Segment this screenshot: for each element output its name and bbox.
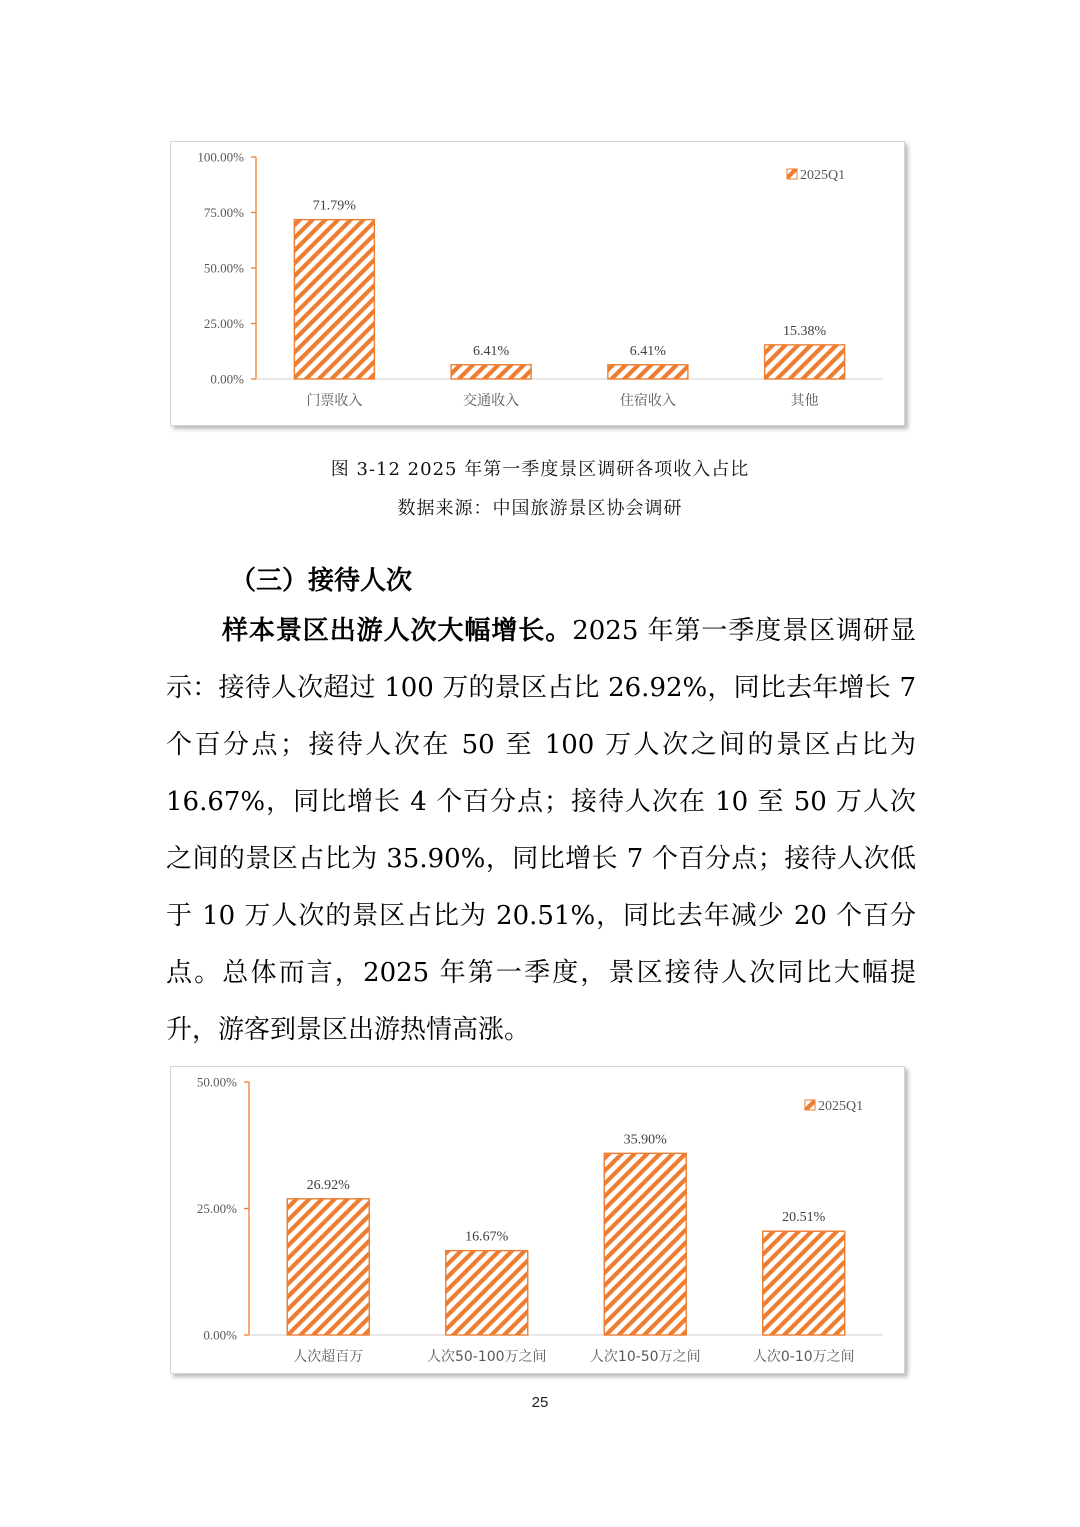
- data-label: 26.92%: [306, 1177, 350, 1193]
- legend-label: 2025Q1: [800, 168, 846, 183]
- data-label: 35.90%: [623, 1132, 667, 1148]
- bar: [294, 220, 374, 379]
- bar: [608, 365, 688, 379]
- y-tick-label: 50.00%: [203, 260, 244, 276]
- y-tick-label: 100.00%: [197, 149, 244, 165]
- legend-swatch: [805, 1100, 815, 1110]
- visitor-volume-chart: [170, 1066, 905, 1374]
- bar: [604, 1153, 686, 1335]
- legend-swatch: [787, 169, 797, 179]
- category-label: 其他: [790, 393, 819, 409]
- figure-caption: 图 3-12 2025 年第一季度景区调研各项收入占比: [330, 459, 750, 480]
- category-label: 交通收入: [463, 393, 520, 409]
- category-label: 人次0-10万之间: [752, 1349, 855, 1365]
- y-tick-label: 50.00%: [196, 1074, 237, 1090]
- category-label: 门票收入: [306, 393, 363, 409]
- bar: [765, 345, 845, 379]
- lead-sentence: 样本景区出游人次大幅增长。: [222, 616, 573, 646]
- visitor-volume-chart-svg: [171, 1067, 904, 1373]
- category-label: 住宿收入: [619, 393, 676, 409]
- bar: [287, 1199, 369, 1335]
- data-label: 20.51%: [782, 1210, 826, 1226]
- bar: [763, 1231, 845, 1335]
- income-share-chart-svg: [171, 142, 904, 425]
- data-label: 16.67%: [465, 1229, 509, 1245]
- data-label: 71.79%: [312, 198, 356, 214]
- section-heading: （三）接待人次: [230, 566, 413, 596]
- y-tick-label: 75.00%: [203, 205, 244, 220]
- data-label: 15.38%: [783, 323, 827, 339]
- y-tick-label: 25.00%: [203, 316, 244, 331]
- body-text: 2025 年第一季度景区调研显示：接待人次超过 100 万的景区占比 26.92%，同比去年增长 7 个百分点；接待人次在 50 至 100 万人次之间的景区占比为 16.67%，同比增长 4 个百分点；接待人次在 10 至 50 万人次之间的景区占比为 35.90%，同比增长 7 个百分点；接待人次低于 10 万人次的景区占比为 20.51%，同比去年减少 20 个百分点。总体而言，2025 年第一季度，景区接待人次同比大幅提升，游客到景区出游热情高涨。: [166, 616, 916, 1045]
- y-tick-label: 0.00%: [210, 371, 244, 387]
- data-label: 6.41%: [629, 343, 666, 359]
- page-number: 25: [531, 1394, 549, 1411]
- legend: [805, 1099, 863, 1114]
- category-label: 人次50-100万之间: [426, 1349, 547, 1365]
- data-label: 6.41%: [473, 343, 510, 359]
- bar: [446, 1251, 528, 1335]
- y-tick-label: 0.00%: [203, 1327, 237, 1343]
- income-share-chart: [170, 141, 905, 426]
- data-source: 数据来源：中国旅游景区协会调研: [397, 498, 683, 519]
- y-tick-label: 25.00%: [196, 1201, 237, 1216]
- legend-label: 2025Q1: [818, 1099, 864, 1114]
- bar: [451, 365, 531, 379]
- category-label: 人次10-50万之间: [589, 1349, 701, 1365]
- body-paragraph: [166, 603, 916, 1059]
- legend: [787, 168, 845, 183]
- category-label: 人次超百万: [293, 1349, 364, 1365]
